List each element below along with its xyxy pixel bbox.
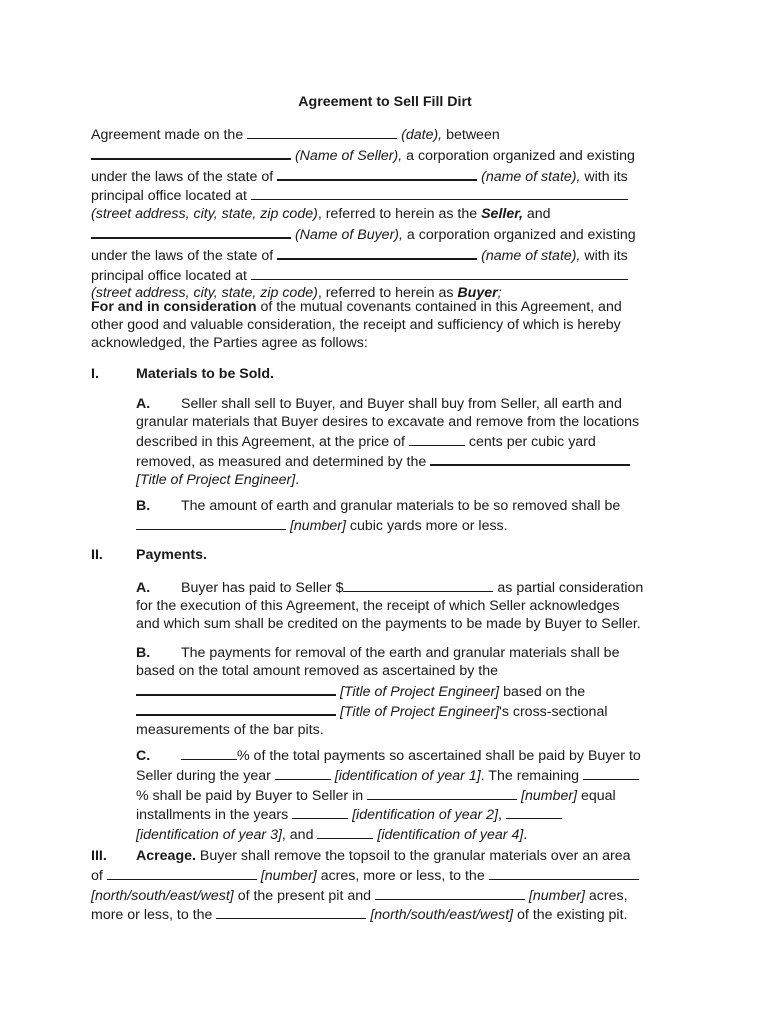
clause-text: of	[91, 867, 103, 884]
section-number: III.	[91, 848, 107, 864]
section-heading: Payments.	[136, 547, 207, 563]
section-1b	[136, 498, 676, 536]
engineer-blank[interactable]	[430, 451, 630, 466]
direction-blank[interactable]	[216, 905, 366, 919]
clause-text: ,	[498, 807, 502, 824]
percent-blank[interactable]	[181, 746, 237, 760]
clause-text: and which sum shall be credited on the payments to be made by Buyer to Seller.	[136, 615, 641, 632]
intro-text: and	[526, 206, 551, 223]
percent-blank[interactable]	[583, 766, 639, 780]
section-1a	[136, 396, 676, 490]
number-blank[interactable]	[107, 866, 257, 880]
year-blank[interactable]	[275, 766, 331, 780]
intro-line-6	[91, 224, 671, 245]
clause-text: as partial consideration	[497, 580, 644, 596]
clause-text: of the present pit and	[237, 887, 372, 904]
clause-label: A.	[136, 396, 151, 412]
clause-text: installments in the years	[136, 807, 289, 824]
engineer-label: [Title of Project Engineer]	[136, 472, 296, 489]
section-number: II.	[91, 547, 103, 563]
clause-label: A.	[136, 580, 151, 596]
year-blank[interactable]	[317, 825, 373, 839]
clause-text: .	[295, 472, 300, 489]
intro-text: between	[446, 127, 500, 143]
number-label: [number]	[521, 787, 578, 804]
clause-text: removed, as measured and determined by the	[136, 454, 427, 471]
number-label: [number]	[260, 867, 317, 884]
engineer-label: [Title of Project Engineer]	[339, 704, 500, 721]
intro-text: a corporation organized and existing	[406, 226, 636, 243]
consideration-text: acknowledged, the Parties agree as follows:	[91, 334, 368, 351]
seller-term: Seller,	[481, 206, 523, 223]
clause-text: described in this Agreement, at the price of	[136, 433, 405, 450]
year-label: [identification of year 4]	[377, 827, 524, 844]
date-blank[interactable]	[247, 125, 397, 139]
clause-text: , and	[281, 827, 314, 844]
clause-text: of the existing pit.	[517, 907, 628, 924]
state-label: (name of state),	[481, 168, 581, 185]
clause-text: based on the total amount removed as ascertained by the	[136, 662, 499, 679]
section-1-heading	[91, 366, 274, 384]
section-heading: Materials to be Sold.	[136, 366, 274, 382]
year-blank[interactable]	[292, 805, 348, 819]
buyer-state-blank[interactable]	[277, 245, 477, 260]
engineer-blank[interactable]	[136, 681, 336, 696]
intro-line-4	[91, 186, 671, 206]
clause-text: measurements of the bar pits.	[136, 722, 324, 739]
consideration-text: other good and valuable consideration, the receipt and sufficiency of which is hereby	[91, 316, 621, 333]
intro-text: a corporation organized and existing	[406, 147, 635, 164]
number-blank[interactable]	[136, 516, 286, 530]
year-label: [identification of year 3]	[136, 827, 282, 844]
direction-blank[interactable]	[489, 866, 639, 880]
clause-text: based on the	[503, 683, 586, 700]
amount-blank[interactable]	[343, 578, 493, 592]
clause-text: % shall be paid by Buyer to Seller in	[136, 787, 364, 804]
intro-line-3	[91, 166, 671, 187]
year-label: [identification of year 2]	[352, 807, 499, 824]
clause-text: cents per cubic yard	[468, 433, 596, 450]
direction-label: [north/south/east/west]	[370, 907, 514, 924]
clause-text: equal	[580, 787, 616, 804]
state-label: (name of state),	[481, 247, 581, 264]
intro-text: , referred to herein as the	[317, 206, 478, 223]
intro-text: principal office located at	[91, 267, 247, 284]
intro-line-7	[91, 245, 671, 266]
clause-text: The payments for removal of the earth and granular materials shall be	[181, 645, 620, 661]
price-blank[interactable]	[409, 432, 465, 446]
clause-text: The amount of earth and granular materials to be so removed shall be	[181, 498, 621, 514]
buyer-term: Buyer	[457, 285, 498, 302]
clause-text: Buyer has paid to Seller $	[181, 580, 344, 596]
document-title: Agreement to Sell Fill Dirt	[298, 94, 472, 110]
section-2c	[136, 746, 676, 845]
intro-text: with its	[584, 168, 628, 185]
seller-address-blank[interactable]	[251, 186, 628, 200]
intro-text: under the laws of the state of	[91, 168, 274, 185]
intro-paragraph	[91, 125, 671, 303]
clause-label: B.	[136, 498, 151, 514]
seller-name-blank[interactable]	[91, 145, 291, 160]
section-3	[91, 848, 671, 925]
number-blank[interactable]	[375, 886, 525, 900]
section-2-heading	[91, 547, 207, 565]
buyer-address-blank[interactable]	[251, 266, 628, 280]
date-label: (date),	[401, 127, 443, 143]
clause-text: Seller during the year	[136, 767, 271, 784]
section-number: I.	[91, 366, 99, 382]
engineer-label: [Title of Project Engineer]	[339, 683, 500, 700]
consideration-bold: For and in consideration	[91, 299, 257, 315]
clause-text: more or less, to the	[91, 907, 213, 924]
buyer-name-label: (Name of Buyer),	[294, 226, 403, 243]
buyer-name-blank[interactable]	[91, 224, 291, 239]
year-blank[interactable]	[506, 805, 562, 819]
consideration-text: of the mutual covenants contained in this Agreement, and	[260, 299, 622, 315]
number-blank[interactable]	[367, 786, 517, 800]
consideration-paragraph	[91, 299, 671, 352]
address-label: (street address, city, state, zip code)	[91, 285, 318, 302]
clause-text: 's cross-sectional	[499, 704, 608, 721]
clause-text: acres, more or less, to the	[320, 867, 485, 884]
address-label: (street address, city, state, zip code)	[91, 206, 318, 223]
clause-text: for the execution of this Agreement, the receipt of which Seller acknowledges	[136, 597, 620, 614]
intro-line-5	[91, 206, 671, 224]
year-label: [identification of year 1]	[334, 767, 481, 784]
intro-text: principal office located at	[91, 188, 247, 205]
intro-text: ;	[497, 285, 502, 302]
clause-text: acres,	[588, 887, 628, 904]
direction-label: [north/south/east/west]	[91, 887, 234, 904]
clause-text: . The remaining	[480, 767, 579, 784]
section-heading: Acreage.	[136, 848, 196, 864]
intro-text: under the laws of the state of	[91, 247, 274, 264]
seller-state-blank[interactable]	[277, 166, 477, 181]
clause-text: Seller shall sell to Buyer, and Buyer shall buy from Seller, all earth and	[181, 396, 622, 412]
engineer-blank[interactable]	[136, 701, 336, 716]
section-2b	[136, 645, 676, 740]
intro-line-2	[91, 145, 671, 166]
number-label: [number]	[528, 887, 585, 904]
section-2a	[136, 578, 676, 633]
intro-text: Agreement made on the	[91, 127, 244, 143]
number-label: [number]	[289, 517, 346, 534]
clause-label: B.	[136, 645, 151, 661]
clause-text: .	[523, 827, 528, 844]
seller-name-label: (Name of Seller),	[294, 147, 403, 164]
clause-text: granular materials that Buyer desires to excavate and remove from the locations	[136, 413, 640, 430]
clause-text: Buyer shall remove the topsoil to the granular materials over an area	[199, 848, 631, 864]
clause-text: % of the total payments so ascertained shall be paid by Buyer to	[237, 748, 641, 764]
intro-line-8	[91, 266, 671, 286]
clause-text: cubic yards more or less.	[349, 517, 508, 534]
clause-label: C.	[136, 748, 151, 764]
intro-text: with its	[584, 247, 628, 264]
intro-line-1	[91, 125, 671, 145]
intro-text: , referred to herein as	[317, 285, 454, 302]
